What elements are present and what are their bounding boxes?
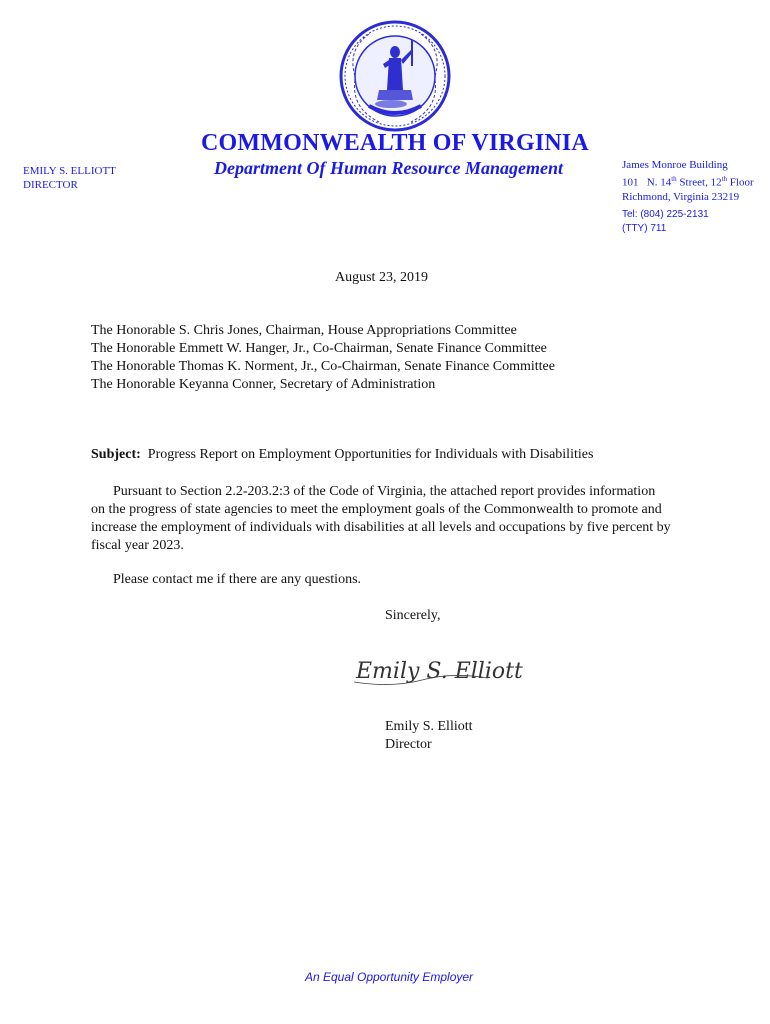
letter-date: August 23, 2019 (335, 270, 428, 285)
subject-text: Progress Report on Employment Opportunities for Individuals with Disabilities (147, 447, 594, 462)
street-number: 101 (622, 176, 639, 189)
recipient-list (91, 322, 555, 394)
street-part-b: Street, 12 (676, 176, 722, 189)
address-city: Richmond, Virginia 23219 (622, 190, 740, 203)
footer-text: An Equal Opportunity Employer (304, 970, 474, 984)
contact-paragraph: Please contact me if there are any questions. (113, 572, 362, 587)
director-name: EMILY S. ELLIOTT (23, 165, 116, 177)
address-building: James Monroe Building (622, 159, 728, 171)
subject-label: Subject: (91, 447, 141, 462)
signer-name: Emily S. Elliott (385, 719, 473, 734)
department-name: Department Of Human Resource Management (214, 158, 564, 178)
closing: Sincerely, (385, 608, 441, 623)
signer-block (385, 718, 473, 754)
org-name: COMMONWEALTH OF VIRGINIA (201, 130, 589, 156)
tty-number: (TTY) 711 (622, 223, 667, 234)
director-title: DIRECTOR (23, 179, 78, 191)
street-part-c: Floor (727, 176, 754, 189)
recipient: The Honorable Emmett W. Hanger, Jr., Co-Chairman, Senate Finance Committee (91, 341, 547, 356)
street-sup-b: th (721, 175, 728, 183)
signature-image (352, 648, 523, 690)
body-paragraph: Pursuant to Section 2.2-203.2:3 of the Code of Virginia, the attached report provides information on the progress of state agencies to meet the employment goals of the Commonwealth to promote and increase the employment of individuals with disabilities at all levels and occupations by five percent by fiscal year 2023. (91, 484, 671, 553)
contact-block (622, 208, 709, 236)
virginia-state-seal-icon (339, 20, 451, 132)
subject-line (91, 447, 593, 463)
address-block (622, 158, 754, 204)
recipient: The Honorable Keyanna Conner, Secretary of Administration (91, 377, 436, 392)
recipient: The Honorable S. Chris Jones, Chairman, House Appropriations Committee (91, 323, 517, 338)
address-street (622, 172, 754, 190)
street-part-a: N. 14 (646, 176, 672, 189)
signature-text: Emily S. Elliott (356, 659, 523, 684)
phone-number: Tel: (804) 225-2131 (622, 209, 709, 220)
street-sup-a: th (671, 175, 677, 183)
director-block (23, 164, 116, 192)
recipient: The Honorable Thomas K. Norment, Jr., Co-Chairman, Senate Finance Committee (91, 359, 555, 374)
signer-title: Director (385, 737, 432, 752)
